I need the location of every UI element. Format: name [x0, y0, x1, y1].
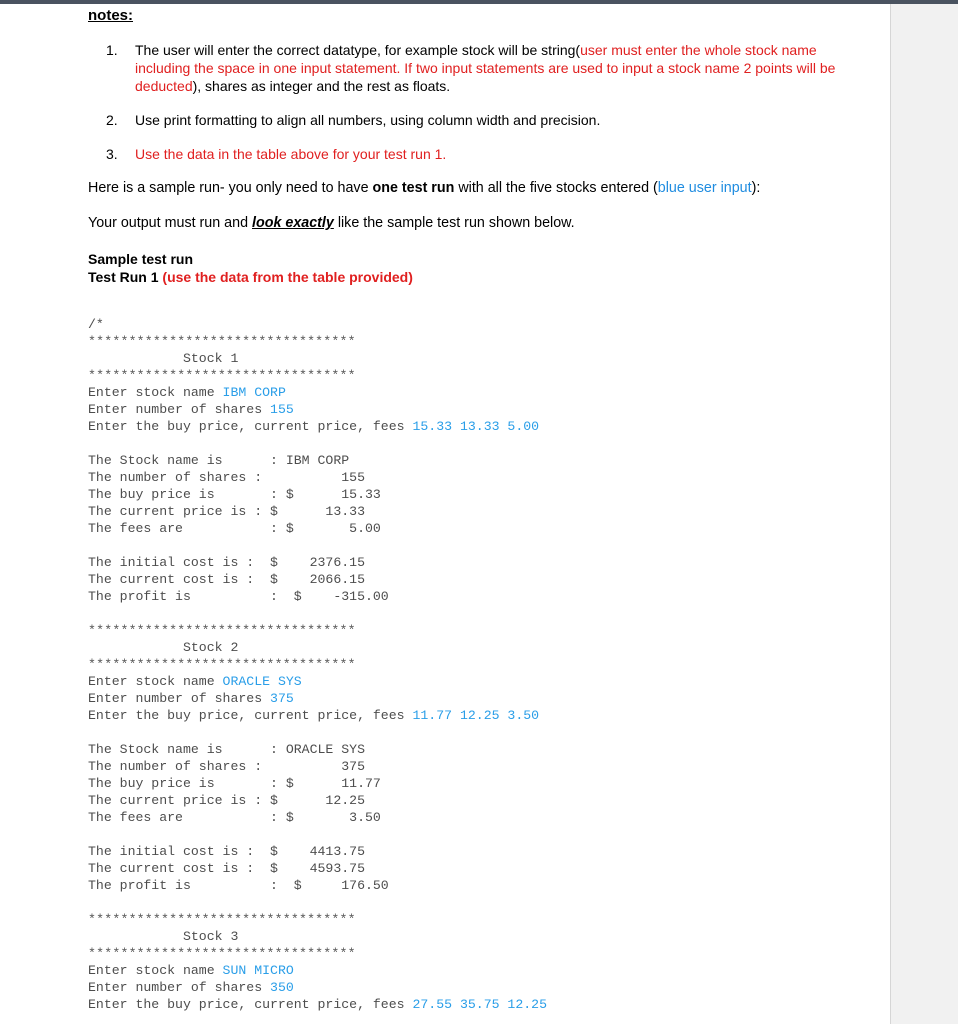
note-warning-text: user must enter the whole stock name including the space in one input statement. If two input statements are used to input a stock name 2 points will be deducted	[135, 42, 836, 94]
sample-output-code	[88, 316, 547, 1013]
code-text: The current cost is : $ 4593.75	[88, 861, 365, 876]
user-input-text: 27.55 35.75 12.25	[412, 997, 548, 1012]
code-text: *********************************	[88, 623, 356, 638]
code-text: The buy price is : $ 15.33	[88, 487, 381, 502]
code-line	[88, 384, 547, 401]
code-line	[88, 741, 547, 758]
code-text: Enter the buy price, current price, fees	[88, 419, 413, 434]
code-text: Enter stock name	[88, 963, 223, 978]
code-text: Enter number of shares	[88, 402, 271, 417]
user-input-text: ORACLE SYS	[222, 674, 302, 689]
code-line	[88, 537, 547, 554]
code-line	[88, 401, 547, 418]
intro-text: Here is a sample run- you only need to have	[88, 180, 373, 196]
code-line	[88, 350, 547, 367]
code-text: Stock 3	[88, 929, 239, 944]
test-run-title: Test Run 1	[88, 269, 163, 285]
sample-heading: Sample test run	[88, 251, 194, 267]
requirement-text: like the sample test run shown below.	[333, 215, 575, 231]
code-text: The current cost is : $ 2066.15	[88, 572, 365, 587]
code-line	[88, 877, 547, 894]
requirement-text: Your output must run and	[88, 215, 252, 231]
code-text: /*	[88, 317, 104, 332]
user-input-text: 155	[270, 402, 294, 417]
code-text: The number of shares : 375	[88, 759, 365, 774]
right-gutter	[892, 4, 958, 1024]
note-number: 2.	[106, 112, 118, 128]
code-text: Enter the buy price, current price, fees	[88, 708, 413, 723]
code-text: *********************************	[88, 368, 356, 383]
code-line	[88, 979, 547, 996]
code-text: Enter the buy price, current price, fees	[88, 997, 413, 1012]
code-line	[88, 809, 547, 826]
user-input-text: 11.77 12.25 3.50	[412, 708, 540, 723]
separator-line	[88, 367, 547, 384]
code-line	[88, 673, 547, 690]
user-input-text: IBM CORP	[222, 385, 286, 400]
code-line	[88, 826, 547, 843]
code-text: The profit is : $ -315.00	[88, 589, 389, 604]
code-line	[88, 452, 547, 469]
code-text: Stock 2	[88, 640, 239, 655]
code-text: The profit is : $ 176.50	[88, 878, 389, 893]
code-text: The fees are : $ 5.00	[88, 521, 381, 536]
note-item-1	[106, 41, 836, 95]
code-line	[88, 605, 547, 622]
code-text: The Stock name is : ORACLE SYS	[88, 742, 365, 757]
code-line	[88, 316, 547, 333]
intro-text: with all the five stocks entered (	[454, 180, 658, 196]
intro-paragraph	[88, 179, 760, 197]
code-text: The current price is : $ 13.33	[88, 504, 365, 519]
separator-line	[88, 622, 547, 639]
code-line	[88, 860, 547, 877]
code-line	[88, 707, 547, 724]
separator-line	[88, 333, 547, 350]
note-item-2	[106, 111, 836, 129]
test-run-label	[88, 268, 413, 286]
user-input-text: 15.33 13.33 5.00	[412, 419, 540, 434]
code-line	[88, 571, 547, 588]
code-text: Enter number of shares	[88, 980, 271, 995]
note-text: The user will enter the correct datatype, for example stock will be string(	[135, 42, 581, 58]
code-line	[88, 554, 547, 571]
note-number: 3.	[106, 146, 118, 162]
user-input-text: SUN MICRO	[222, 963, 294, 978]
code-text: Enter stock name	[88, 385, 223, 400]
code-line	[88, 894, 547, 911]
intro-blue-text: blue user input	[657, 180, 752, 196]
code-text: *********************************	[88, 946, 356, 961]
code-line	[88, 486, 547, 503]
note-text: Use print formatting to align all numbers, using column width and precision.	[135, 112, 601, 128]
code-text: Enter number of shares	[88, 691, 271, 706]
code-text: *********************************	[88, 657, 356, 672]
separator-line	[88, 911, 547, 928]
code-line	[88, 928, 547, 945]
note-text: ), shares as integer and the rest as floats.	[192, 78, 451, 94]
code-text: *********************************	[88, 334, 356, 349]
code-text: *********************************	[88, 912, 356, 927]
user-input-text: 350	[270, 980, 294, 995]
code-text: The Stock name is : IBM CORP	[88, 453, 350, 468]
notes-list	[106, 41, 836, 163]
code-line	[88, 435, 547, 452]
code-line	[88, 503, 547, 520]
intro-text: ):	[751, 180, 761, 196]
code-line	[88, 962, 547, 979]
user-input-text: 375	[270, 691, 294, 706]
code-line	[88, 520, 547, 537]
separator-line	[88, 656, 547, 673]
code-text: Enter stock name	[88, 674, 223, 689]
code-line	[88, 639, 547, 656]
code-line	[88, 996, 547, 1013]
code-text: The number of shares : 155	[88, 470, 365, 485]
separator-line	[88, 945, 547, 962]
code-line	[88, 792, 547, 809]
code-line	[88, 843, 547, 860]
code-text: The fees are : $ 3.50	[88, 810, 381, 825]
sample-heading-block	[88, 250, 413, 286]
code-line	[88, 588, 547, 605]
code-line	[88, 690, 547, 707]
code-text: The initial cost is : $ 2376.15	[88, 555, 365, 570]
test-run-note: (use the data from the table provided)	[162, 269, 413, 285]
code-line	[88, 775, 547, 792]
code-line	[88, 469, 547, 486]
note-text: Use the data in the table above for your test run 1.	[135, 146, 447, 162]
requirement-paragraph	[88, 214, 575, 232]
requirement-emphasis: look exactly	[252, 215, 334, 231]
code-text: The initial cost is : $ 4413.75	[88, 844, 365, 859]
code-line	[88, 758, 547, 775]
notes-heading: notes:	[88, 7, 133, 24]
code-text: The buy price is : $ 11.77	[88, 776, 381, 791]
code-line	[88, 724, 547, 741]
code-text: The current price is : $ 12.25	[88, 793, 365, 808]
note-item-3	[106, 145, 836, 163]
intro-bold-text: one test run	[372, 180, 455, 196]
note-number: 1.	[106, 42, 118, 58]
code-text: Stock 1	[88, 351, 239, 366]
code-line	[88, 418, 547, 435]
